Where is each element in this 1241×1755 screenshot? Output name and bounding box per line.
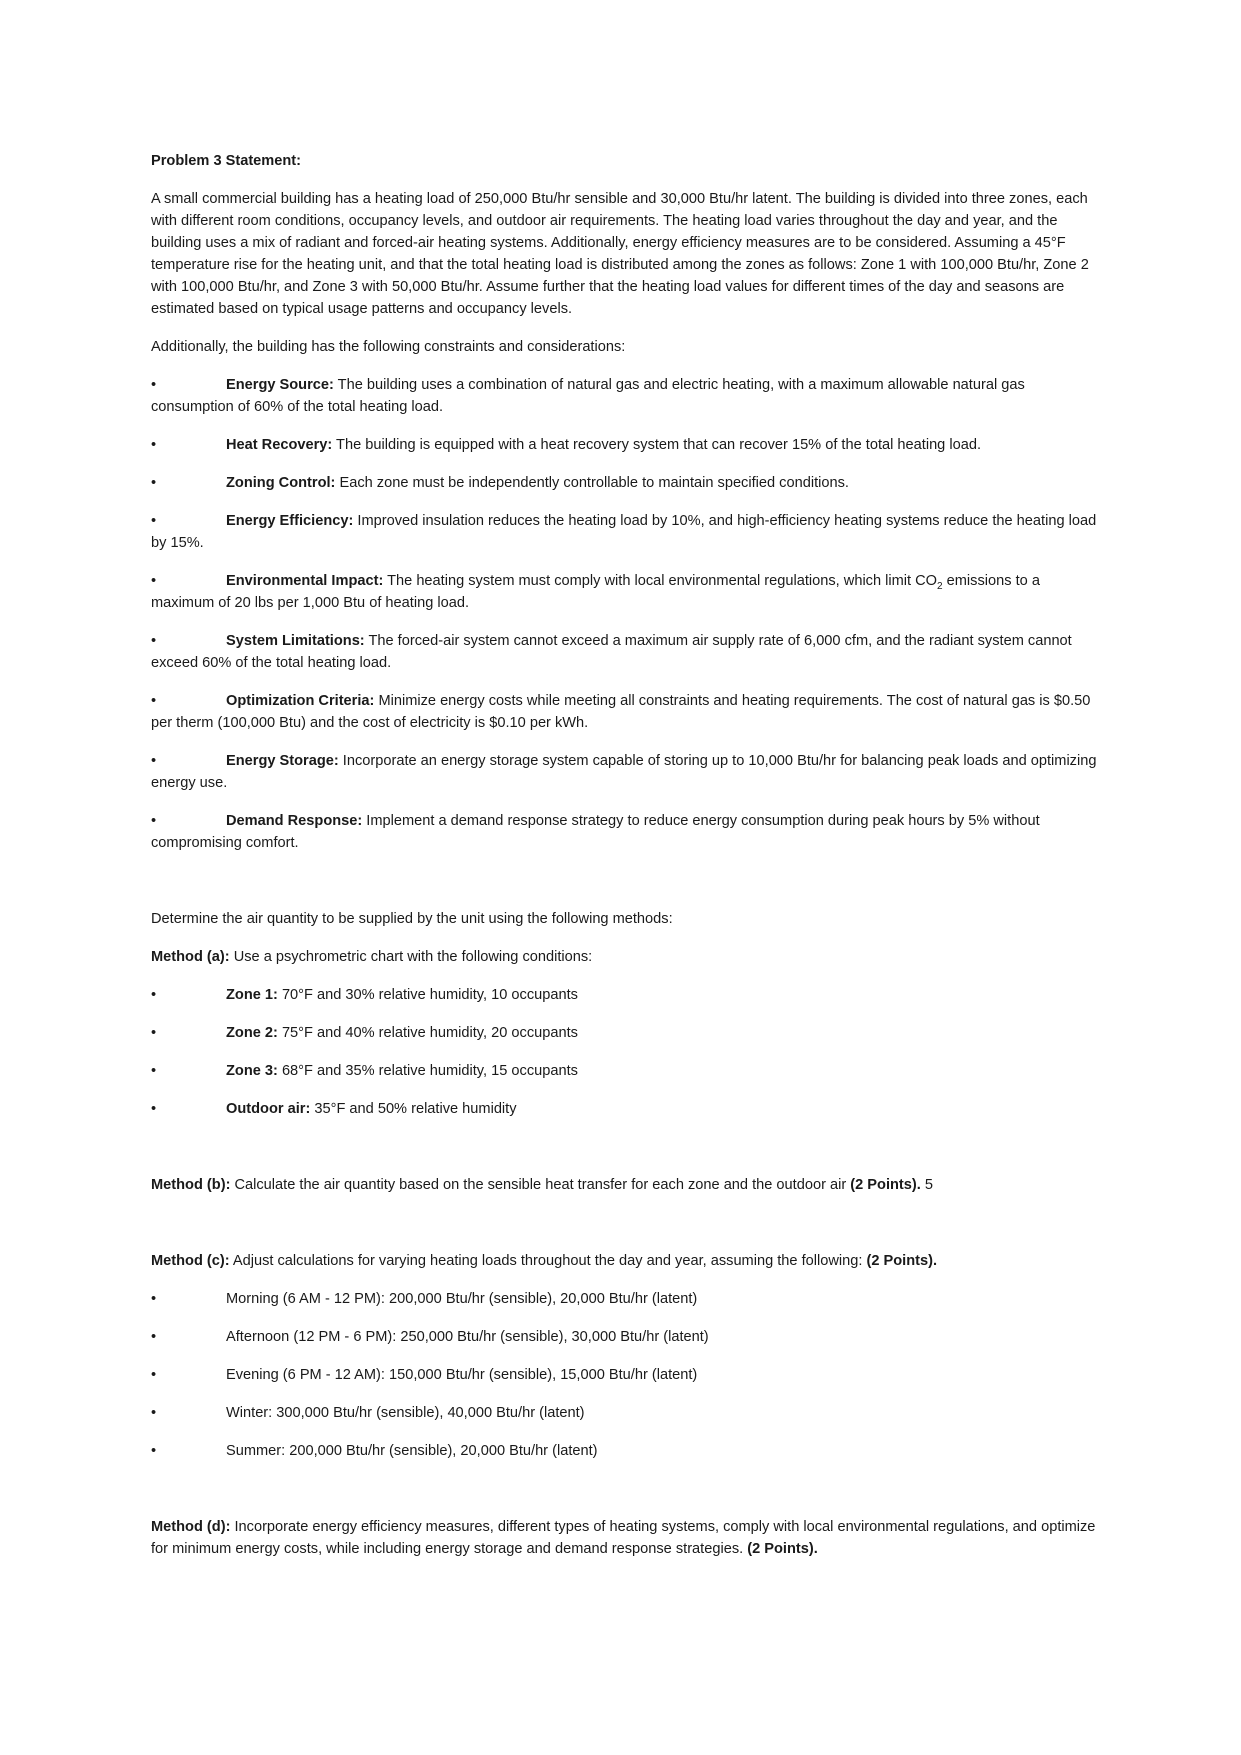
constraint-label: Demand Response:: [226, 813, 363, 829]
method-d: [151, 1516, 1097, 1560]
zone-label: Zone 2:: [226, 1025, 278, 1041]
method-tail: 5: [920, 1177, 933, 1193]
zone-label: Outdoor air:: [226, 1101, 311, 1117]
bullet-icon: •: [151, 1101, 157, 1117]
constraint-text: The forced-air system cannot exceed a maximum air supply rate of 6,000 cfm, and the radiant system cannot exceed 60% of the total heating load.: [151, 633, 1072, 671]
zone-text: 68°F and 35% relative humidity, 15 occupants: [277, 1063, 578, 1079]
constraint-text: The heating system must comply with local environmental regulations, which limit CO: [383, 573, 938, 589]
method-points: (2 Points).: [747, 1541, 818, 1557]
constraint-label: Zoning Control:: [226, 475, 336, 491]
bullet-icon: •: [151, 813, 157, 829]
constraint-label: Environmental Impact:: [226, 573, 384, 589]
method-text: Calculate the air quantity based on the sensible heat transfer for each zone and the outdoor air: [230, 1177, 851, 1193]
bullet-icon: •: [151, 377, 157, 393]
intro-paragraph: A small commercial building has a heating load of 250,000 Btu/hr sensible and 30,000 Btu/hr latent. The building is divided into three zones, each with different room conditions, occupancy levels, and outdoor air requirements. The heating load varies throughout the day and year, and the building uses a mix of radiant and forced-air heating systems. Additionally, energy efficiency measures are to be considered. Assuming a 45°F temperature rise for the heating unit, and that the total heating load is distributed among the zones as follows: Zone 1 with 100,000 Btu/hr, Zone 2 with 100,000 Btu/hr, and Zone 3 with 50,000 Btu/hr. Assume further that the heating load values for different times of the day and seasons are estimated based on typical usage patterns and occupancy levels.: [151, 191, 1089, 317]
constraint-zoning-control: [151, 472, 1097, 494]
constraint-energy-source: [151, 374, 1097, 418]
constraint-text: The building uses a combination of natural gas and electric heating, with a maximum allowable natural gas consumption of 60% of the total heating load.: [151, 377, 1025, 415]
bullet-icon: •: [151, 693, 157, 709]
spacer: [151, 870, 1097, 908]
constraint-text: The building is equipped with a heat recovery system that can recover 15% of the total heating load.: [332, 437, 981, 453]
constraint-text: Incorporate an energy storage system capable of storing up to 10,000 Btu/hr for balancing peak loads and optimizing energy use.: [151, 753, 1097, 791]
zone-text: 70°F and 30% relative humidity, 10 occupants: [277, 987, 578, 1003]
bullet-icon: •: [151, 1367, 157, 1383]
zone-text: 75°F and 40% relative humidity, 20 occupants: [277, 1025, 578, 1041]
bullet-icon: •: [151, 1443, 157, 1459]
constraint-text: emissions to a maximum of 20 lbs per 1,000 Btu of heating load.: [151, 573, 1040, 611]
method-text: Use a psychrometric chart with the following conditions:: [229, 949, 593, 965]
bullet-icon: •: [151, 1025, 157, 1041]
load-morning: [151, 1288, 1097, 1310]
bullet-icon: •: [151, 1063, 157, 1079]
method-label: Method (c):: [151, 1253, 230, 1269]
bullet-icon: •: [151, 1329, 157, 1345]
zone-2-condition: [151, 1022, 1097, 1044]
bullet-icon: •: [151, 437, 157, 453]
load-text: Summer: 200,000 Btu/hr (sensible), 20,000 Btu/hr (latent): [226, 1443, 598, 1459]
constraint-label: Optimization Criteria:: [226, 693, 375, 709]
method-text: Incorporate energy efficiency measures, different types of heating systems, comply with local environmental regulations, and optimize for minimum energy costs, while including energy storage and demand response strategies.: [151, 1519, 1096, 1557]
zone-1-condition: [151, 984, 1097, 1006]
constraint-label: Energy Efficiency:: [226, 513, 354, 529]
constraint-label: Energy Source:: [226, 377, 334, 393]
constraint-label: Heat Recovery:: [226, 437, 333, 453]
method-text: Adjust calculations for varying heating loads throughout the day and year, assuming the following:: [229, 1253, 867, 1269]
constraint-text: Improved insulation reduces the heating load by 10%, and high-efficiency heating systems reduce the heating load by 15%.: [151, 513, 1097, 551]
bullet-icon: •: [151, 513, 157, 529]
method-label: Method (b):: [151, 1177, 231, 1193]
load-summer: [151, 1440, 1097, 1462]
constraint-system-limitations: [151, 630, 1097, 674]
constraint-energy-efficiency: [151, 510, 1097, 554]
load-text: Afternoon (12 PM - 6 PM): 250,000 Btu/hr (sensible), 30,000 Btu/hr (latent): [226, 1329, 709, 1345]
method-points: (2 Points).: [866, 1253, 938, 1269]
spacer: [151, 1478, 1097, 1516]
co2-subscript: 2: [937, 580, 943, 592]
problem-title: Problem 3 Statement:: [151, 153, 302, 169]
constraint-environmental-impact: [151, 570, 1097, 614]
constraint-demand-response: [151, 810, 1097, 854]
constraint-label: Energy Storage:: [226, 753, 339, 769]
constraint-energy-storage: [151, 750, 1097, 794]
bullet-icon: •: [151, 987, 157, 1003]
load-text: Winter: 300,000 Btu/hr (sensible), 40,000 Btu/hr (latent): [226, 1405, 585, 1421]
constraint-text: Implement a demand response strategy to reduce energy consumption during peak hours by 5% without compromising comfort.: [151, 813, 1040, 851]
determine-paragraph: Determine the air quantity to be supplied by the unit using the following methods:: [151, 911, 673, 927]
constraint-heat-recovery: [151, 434, 1097, 456]
zone-text: 35°F and 50% relative humidity: [310, 1101, 517, 1117]
bullet-icon: •: [151, 573, 157, 589]
spacer: [151, 1212, 1097, 1250]
load-afternoon: [151, 1326, 1097, 1348]
bullet-icon: •: [151, 475, 157, 491]
zone-label: Zone 1:: [226, 987, 278, 1003]
constraint-text: Minimize energy costs while meeting all constraints and heating requirements. The cost of natural gas is $0.50 per therm (100,000 Btu) and the cost of electricity is $0.10 per kWh.: [151, 693, 1091, 731]
method-b: [151, 1174, 1097, 1196]
constraint-label: System Limitations:: [226, 633, 365, 649]
method-a: [151, 946, 1097, 968]
zone-3-condition: [151, 1060, 1097, 1082]
bullet-icon: •: [151, 753, 157, 769]
constraint-text: Each zone must be independently controllable to maintain specified conditions.: [335, 475, 849, 491]
spacer: [151, 1136, 1097, 1174]
method-c: [151, 1250, 1097, 1272]
load-winter: [151, 1402, 1097, 1424]
load-text: Morning (6 AM - 12 PM): 200,000 Btu/hr (sensible), 20,000 Btu/hr (latent): [226, 1291, 698, 1307]
method-label: Method (d):: [151, 1519, 231, 1535]
method-points: (2 Points).: [850, 1177, 921, 1193]
bullet-icon: •: [151, 1405, 157, 1421]
load-evening: [151, 1364, 1097, 1386]
outdoor-air-condition: [151, 1098, 1097, 1120]
document-page: [151, 150, 1097, 1576]
load-text: Evening (6 PM - 12 AM): 150,000 Btu/hr (sensible), 15,000 Btu/hr (latent): [226, 1367, 698, 1383]
bullet-icon: •: [151, 1291, 157, 1307]
bullet-icon: •: [151, 633, 157, 649]
method-label: Method (a):: [151, 949, 230, 965]
constraint-optimization-criteria: [151, 690, 1097, 734]
constraints-intro: Additionally, the building has the following constraints and considerations:: [151, 339, 626, 355]
zone-label: Zone 3:: [226, 1063, 278, 1079]
